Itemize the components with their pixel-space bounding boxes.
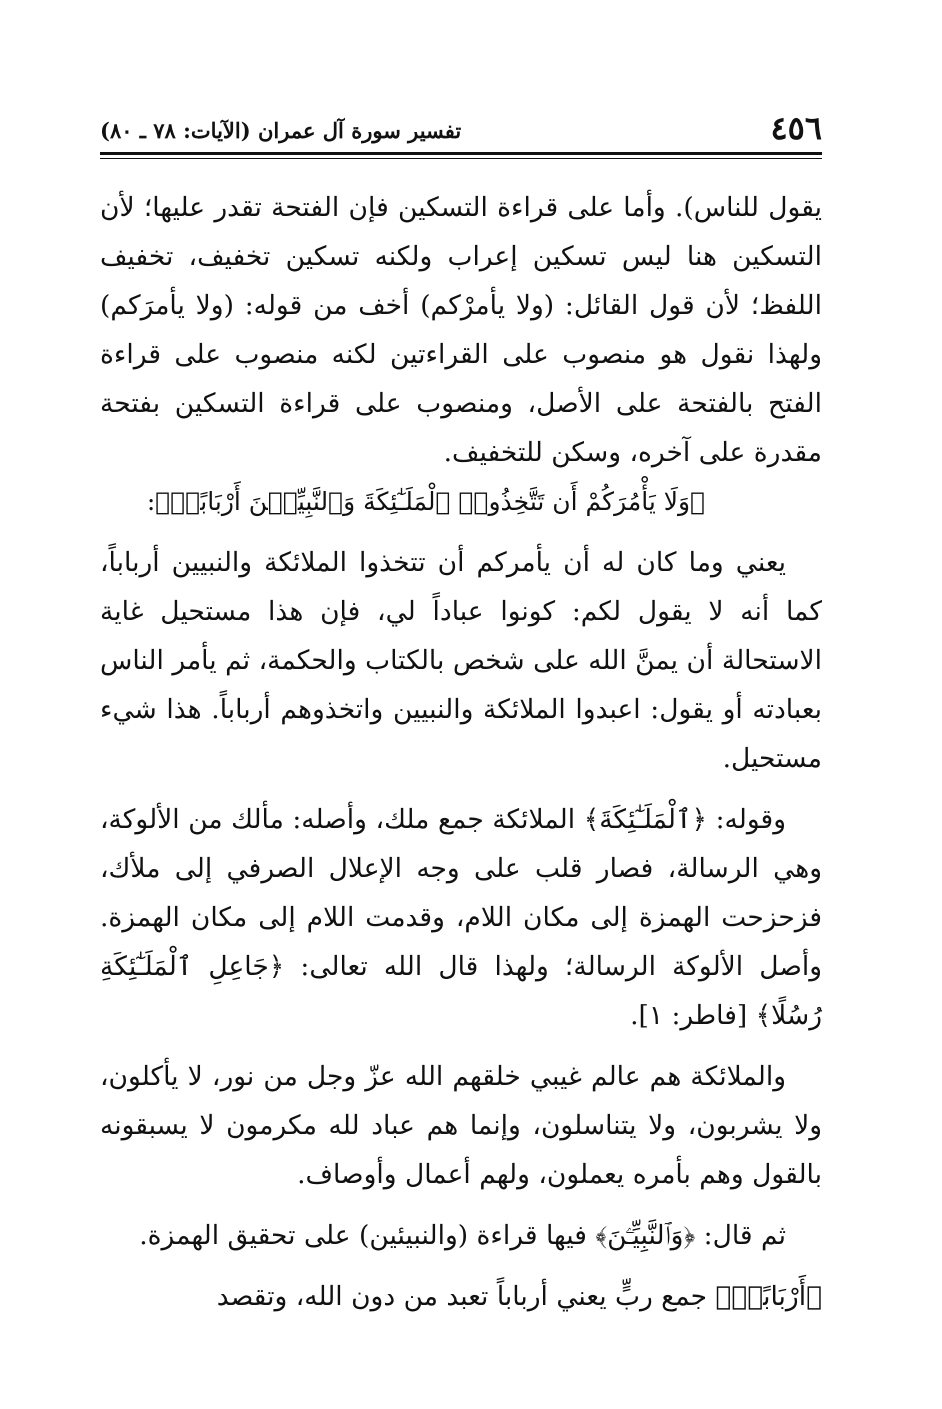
- paragraph-2: يعني وما كان له أن يأمركم أن تتخذوا الملائكة والنبيين أرباباً، كما أنه لا يقول لكم: كونوا عباداً لي، فإن هذا مستحيل غاية الاستحالة أن يمنَّ الله على شخص بالكتاب والحكمة، ثم يأمر الناس بعبادته أو يقول: اعبدوا الملائكة والنبيين واتخذوهم أرباباً. هذا شيء مستحيل.: [100, 547, 822, 774]
- paragraph-5: ثم قال: ﴿وَٱلنَّبِيِّـۧنَ﴾ فيها قراءة (والنبيئين) على تحقيق الهمزة.: [139, 1220, 786, 1251]
- book-page: [100, 108, 822, 1321]
- quran-verse-heading: ﴿وَلَا يَأْمُرَكُمْ أَن تَتَّخِذُوا۟ ٱلْمَلَـٰٓئِكَةَ وَٱلنَّبِيِّـۧنَ أَرْبَابًاۗ﴾:: [146, 487, 706, 516]
- paragraph-6: ﴿أَرْبَابًاۗ﴾ جمع ربٍّ يعني أرباباً تعبد من دون الله، وتقصد: [216, 1281, 822, 1312]
- page-body: [100, 183, 822, 1321]
- paragraph-4: والملائكة هم عالم غيبي خلقهم الله عزّ وجل من نور، لا يأكلون، ولا يشربون، ولا يتناسلون، وإنما هم عباد لله مكرمون لا يسبقونه بالقول وهم بأمره يعملون، ولهم أعمال وأوصاف.: [100, 1061, 822, 1190]
- page-number: ٤٥٦: [770, 109, 822, 147]
- paragraph-1: يقول للناس). وأما على قراءة التسكين فإن الفتحة تقدر عليها؛ لأن التسكين هنا ليس تسكين إعراب ولكنه تسكين تخفيف، تخفيف اللفظ؛ لأن قول القائل: (ولا يأمرْكم) أخف من قوله: (ولا يأمرَكم) ولهذا نقول هو منصوب على القراءتين لكنه منصوب على قراءة الفتح بالفتحة على الأصل، ومنصوب على قراءة التسكين بفتحة مقدرة على آخره، وسكن للتخفيف.: [100, 192, 822, 468]
- header-rule-thin: [100, 158, 822, 159]
- page-header: [100, 108, 822, 150]
- paragraph-3: وقوله: ﴿ٱلْمَلَـٰٓئِكَةَ﴾ الملائكة جمع ملك، وأصله: مألك من الألوكة، وهي الرسالة، فصار قلب على وجه الإعلال الصرفي إلى ملأك، فزحزحت الهمزة إلى مكان اللام، وقدمت اللام إلى مكان الهمزة. وأصل الألوكة الرسالة؛ ولهذا قال الله تعالى: ﴿جَاعِلِ ٱلْمَلَـٰٓئِكَةِ رُسُلًا﴾ [فاطر: ١].: [100, 804, 822, 1031]
- running-title: تفسير سورة آل عمران (الآيات: ٧٨ ـ ٨٠): [100, 118, 462, 143]
- header-rule-thick: [100, 152, 822, 155]
